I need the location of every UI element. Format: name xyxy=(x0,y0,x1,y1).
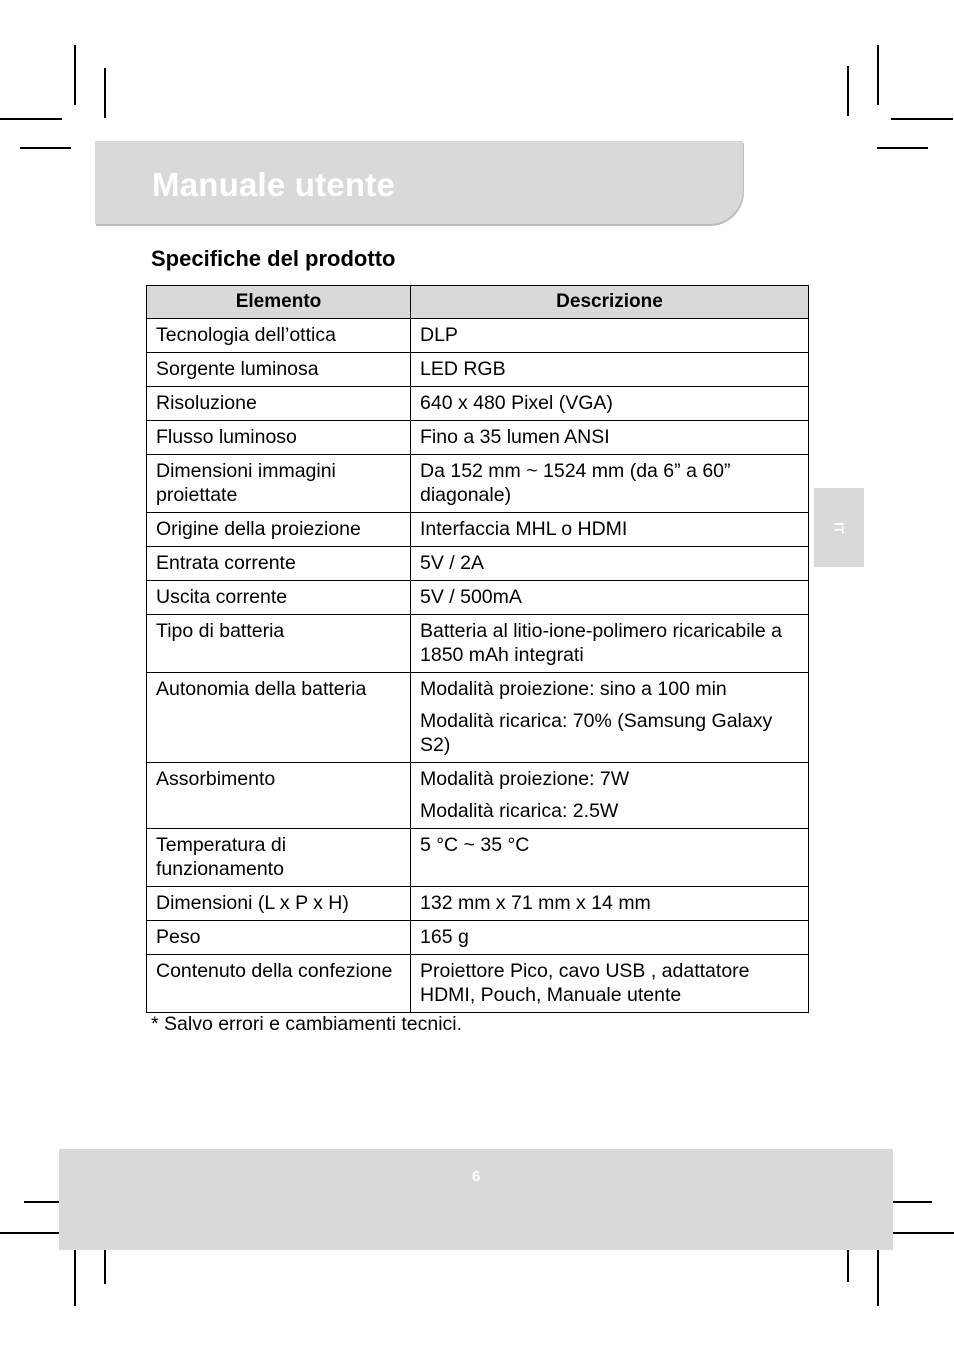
cell-description xyxy=(411,421,809,455)
description-line: Modalità ricarica: 2.5W xyxy=(420,800,619,822)
table-row xyxy=(147,955,809,1013)
cell-description xyxy=(411,455,809,513)
description-line: Modalità ricarica: 70% (Samsung Galaxy S2) xyxy=(420,710,773,756)
cell-item: Tipo di batteria xyxy=(147,615,411,673)
cell-description xyxy=(411,513,809,547)
cell-description xyxy=(411,955,809,1013)
description-line: 165 g xyxy=(420,926,469,948)
crop-mark xyxy=(104,68,106,118)
cell-description xyxy=(411,887,809,921)
description-line: Interfaccia MHL o HDMI xyxy=(420,518,628,540)
description-line: Modalità proiezione: 7W xyxy=(420,768,630,790)
table-row xyxy=(147,581,809,615)
table-row xyxy=(147,387,809,421)
crop-mark xyxy=(74,1246,76,1306)
description-line: 5V / 500mA xyxy=(420,586,522,608)
description-line: Modalità proiezione: sino a 100 min xyxy=(420,678,727,700)
cell-description xyxy=(411,615,809,673)
table-row xyxy=(147,829,809,887)
table-row xyxy=(147,673,809,763)
description-line: 132 mm x 71 mm x 14 mm xyxy=(420,892,651,914)
cell-item: Flusso luminoso xyxy=(147,421,411,455)
language-tab-label: IT xyxy=(831,521,847,534)
table-row xyxy=(147,921,809,955)
table-header-row xyxy=(147,286,809,319)
cell-description xyxy=(411,581,809,615)
cell-description xyxy=(411,921,809,955)
cell-item: Dimensioni immagini proiettate xyxy=(147,455,411,513)
table-row xyxy=(147,513,809,547)
cell-item: Peso xyxy=(147,921,411,955)
description-line: Proiettore Pico, cavo USB , adattatore HDMI, Pouch, Manuale utente xyxy=(420,960,750,1006)
page-number: 6 xyxy=(471,1168,481,1185)
table-row xyxy=(147,887,809,921)
crop-mark xyxy=(877,1246,879,1306)
cell-item: Dimensioni (L x P x H) xyxy=(147,887,411,921)
spec-table-body xyxy=(147,319,809,1013)
table-row xyxy=(147,455,809,513)
cell-item: Entrata corrente xyxy=(147,547,411,581)
description-line: 5 °C ~ 35 °C xyxy=(420,834,530,856)
cell-item: Uscita corrente xyxy=(147,581,411,615)
description-line: 640 x 480 Pixel (VGA) xyxy=(420,392,613,414)
description-line: Fino a 35 lumen ANSI xyxy=(420,426,610,448)
table-row xyxy=(147,763,809,829)
cell-item: Assorbimento xyxy=(147,763,411,829)
cell-description xyxy=(411,673,809,763)
cell-item: Autonomia della batteria xyxy=(147,673,411,763)
crop-mark xyxy=(877,147,928,149)
cell-description xyxy=(411,547,809,581)
description-line: 5V / 2A xyxy=(420,552,484,574)
table-row xyxy=(147,547,809,581)
cell-item: Origine della proiezione xyxy=(147,513,411,547)
crop-mark xyxy=(74,45,76,105)
language-tab xyxy=(814,488,864,567)
section-title: Specifiche del prodotto xyxy=(151,246,396,271)
crop-mark xyxy=(891,118,953,120)
spec-table xyxy=(146,285,809,1013)
table-row xyxy=(147,319,809,353)
cell-item: Contenuto della confezione xyxy=(147,955,411,1013)
footer-bar xyxy=(59,1149,893,1250)
cell-description xyxy=(411,763,809,829)
cell-item: Sorgente luminosa xyxy=(147,353,411,387)
footnote: * Salvo errori e cambiamenti tecnici. xyxy=(151,1013,463,1035)
cell-item: Tecnologia dell’ottica xyxy=(147,319,411,353)
description-line: DLP xyxy=(420,324,458,346)
table-row xyxy=(147,421,809,455)
crop-mark xyxy=(0,118,62,120)
cell-description xyxy=(411,353,809,387)
cell-description xyxy=(411,319,809,353)
cell-description xyxy=(411,387,809,421)
table-row xyxy=(147,353,809,387)
crop-mark xyxy=(847,66,849,116)
column-header-item: Elemento xyxy=(147,286,411,319)
description-line: LED RGB xyxy=(420,358,506,380)
column-header-description: Descrizione xyxy=(411,286,809,319)
cell-item: Temperatura di funzionamento xyxy=(147,829,411,887)
crop-mark xyxy=(20,147,71,149)
description-line: Batteria al litio-ione-polimero ricaricabile a 1850 mAh integrati xyxy=(420,620,782,666)
header-banner xyxy=(95,141,743,224)
crop-mark xyxy=(877,45,879,105)
crop-mark xyxy=(0,1232,62,1234)
cell-description xyxy=(411,829,809,887)
crop-mark xyxy=(892,1232,954,1234)
cell-item: Risoluzione xyxy=(147,387,411,421)
page-title: Manuale utente xyxy=(152,166,396,203)
table-row xyxy=(147,615,809,673)
description-line: Da 152 mm ~ 1524 mm (da 6” a 60” diagonale) xyxy=(420,460,731,506)
